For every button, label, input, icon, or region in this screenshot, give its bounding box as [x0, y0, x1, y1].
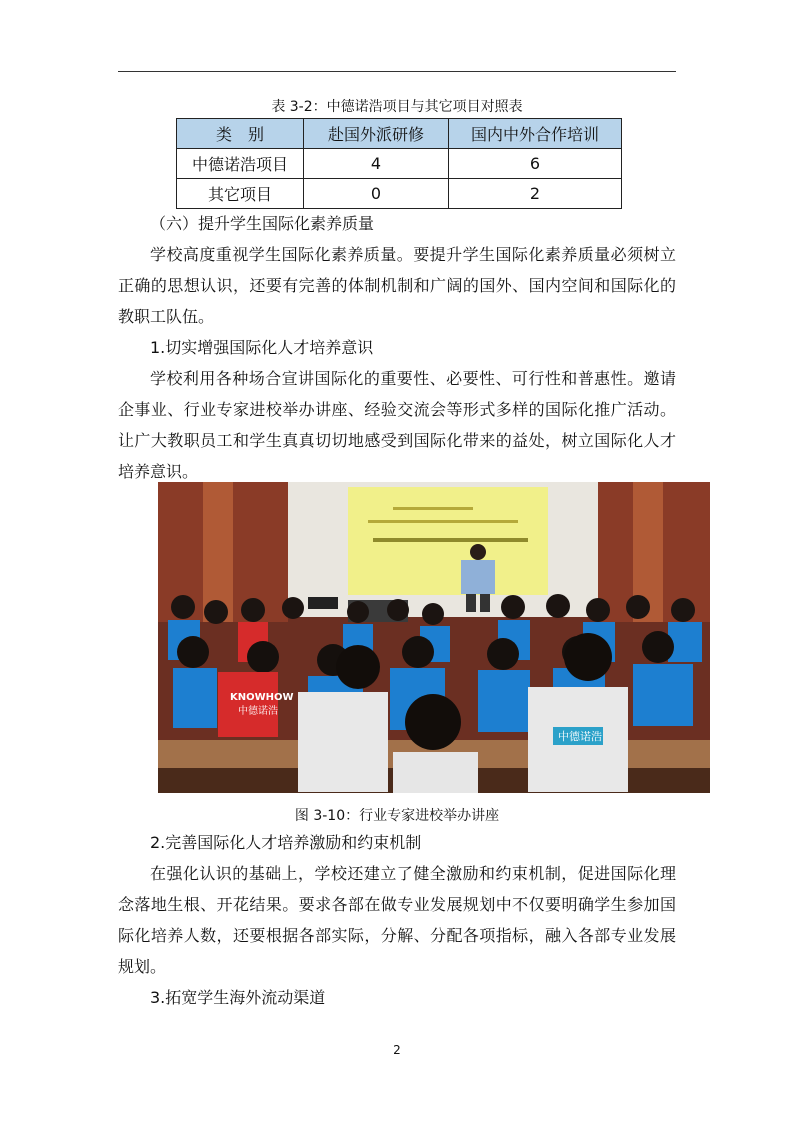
table-cell: 中德诺浩项目 — [177, 149, 304, 179]
comparison-table — [176, 118, 622, 209]
table-cell: 其它项目 — [177, 179, 304, 209]
header-rule — [118, 71, 676, 72]
paragraph: 学校利用各种场合宣讲国际化的重要性、必要性、可行性和普惠性。邀请企事业、行业专家进校举办讲座、经验交流会等形式多样的国际化推广活动。让广大教职员工和学生真真切切地感受到国际化带来的益处，树立国际化人才培养意识。 — [118, 369, 676, 481]
paragraph: 在强化认识的基础上，学校还建立了健全激励和约束机制，促进国际化理念落地生根、开花结果。要求各部在做专业发展规划中不仅要明确学生参加国际化培养人数，还要根据各部实际，分解、分配各项指标，融入各部专业发展规划。 — [118, 864, 676, 976]
table-cell: 6 — [449, 149, 622, 179]
table-row — [177, 179, 622, 209]
subsection-heading: 3.拓宽学生海外流动渠道 — [150, 988, 326, 1007]
subsection-heading: 2.完善国际化人才培养激励和约束机制 — [150, 833, 422, 852]
jacket-logo-text: 中德诺浩 — [558, 730, 602, 743]
table-cell: 0 — [304, 179, 449, 209]
jacket-logo-text: KNOWHOW — [230, 692, 294, 703]
paragraph: 学校高度重视学生国际化素养质量。要提升学生国际化素养质量必须树立正确的思想认识，还要有完善的体制机制和广阔的国外、国内空间和国际化的教职工队伍。 — [118, 245, 676, 326]
table-header-row — [177, 119, 622, 149]
table-cell: 4 — [304, 149, 449, 179]
table-caption: 表 3-2：中德诺浩项目与其它项目对照表 — [271, 99, 523, 115]
table-header-cell: 国内中外合作培训 — [449, 119, 622, 149]
table-header-cell: 赴国外派研修 — [304, 119, 449, 149]
page-number: 2 — [393, 1043, 401, 1057]
section-heading: （六）提升学生国际化素养质量 — [150, 214, 375, 233]
subsection-heading: 1.切实增强国际化人才培养意识 — [150, 338, 374, 357]
section-6b-text — [118, 827, 676, 1013]
table-header-cell: 类 别 — [177, 119, 304, 149]
section-6-text — [118, 208, 676, 487]
figure-caption: 图 3-10：行业专家进校举办讲座 — [294, 808, 500, 824]
jacket-logo-text: 中德诺浩 — [238, 706, 278, 717]
table-cell: 2 — [449, 179, 622, 209]
lecture-photo — [158, 482, 710, 793]
lecture-photo-illustration — [158, 482, 710, 793]
table-row — [177, 149, 622, 179]
